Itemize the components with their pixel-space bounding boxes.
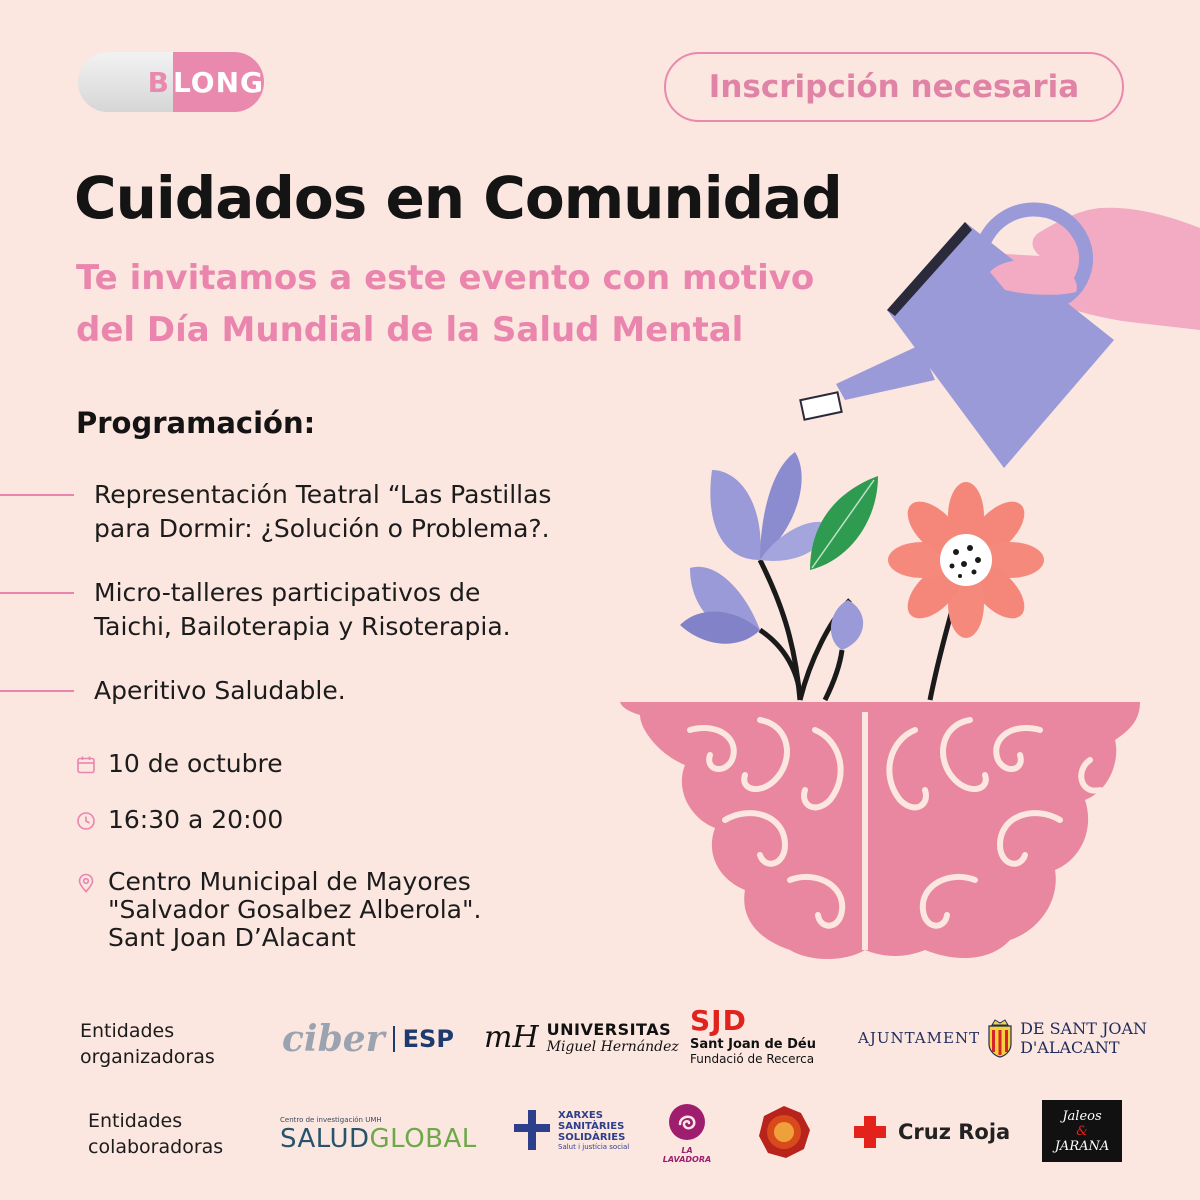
ajuntament-logo — [858, 1018, 1147, 1058]
saludglobal-logo — [280, 1116, 477, 1154]
location-line-1: Centro Municipal de Mayores — [108, 867, 471, 896]
event-date-text: 10 de octubre — [108, 749, 283, 778]
ajuntament-line-1: AJUNTAMENT — [858, 1029, 981, 1047]
watering-can-spout — [836, 345, 935, 400]
jaleos-line-3: JARANA — [1054, 1138, 1110, 1154]
brain-flowers-illustration — [610, 190, 1200, 970]
program-item-line-2: para Dormir: ¿Solución o Problema?. — [94, 514, 550, 543]
jaleos-line-1: Jaleos — [1062, 1108, 1102, 1124]
lavadora-icon — [667, 1102, 707, 1142]
logo-left-text: B — [147, 65, 169, 99]
xarxes-sub: Salut i justícia social — [558, 1142, 630, 1151]
event-time — [76, 806, 283, 834]
calendar-icon — [76, 755, 96, 775]
saludglobal-small: Centro de investigación UMH — [280, 1116, 382, 1124]
program-divider — [0, 494, 74, 496]
xarxes-logo — [512, 1108, 629, 1152]
brain — [620, 702, 1140, 959]
umh-line-2: Miguel Hernández — [546, 1039, 679, 1055]
organizers-label — [80, 1018, 215, 1070]
ajuntament-line-2: DE SANT JOAN — [1020, 1019, 1148, 1038]
program-item — [0, 576, 654, 644]
location-line-3: Sant Joan D’Alacant — [108, 923, 356, 952]
program-item-line-1: Micro-talleres participativos de — [94, 578, 481, 607]
red-cross-icon — [852, 1114, 888, 1150]
cruz-roja-text: Cruz Roja — [898, 1120, 1011, 1144]
collaborators-label-line-1: Entidades — [88, 1110, 183, 1132]
event-location — [76, 868, 481, 952]
program-divider — [0, 690, 74, 692]
jaleos-jarana-logo — [1042, 1100, 1122, 1162]
coat-of-arms-icon — [986, 1018, 1014, 1058]
subtitle-line-1: Te invitamos a este evento con motivo — [76, 258, 815, 298]
umh-logo — [484, 1020, 679, 1055]
program-heading: Programación: — [76, 406, 316, 440]
red-seal-logo — [756, 1104, 812, 1160]
organizers-label-line-2: organizadoras — [80, 1046, 215, 1068]
cruz-roja-logo — [852, 1114, 1010, 1150]
umh-mark: mH — [484, 1020, 539, 1055]
sjd-logo — [690, 1004, 816, 1066]
organizers-label-line-1: Entidades — [80, 1020, 175, 1042]
ciber-logo — [282, 1018, 454, 1060]
saludglobal-big-b: GLOBAL — [369, 1124, 477, 1154]
sjd-line-2: Sant Joan de Déu — [690, 1037, 816, 1052]
event-date — [76, 750, 283, 778]
cross-icon — [512, 1108, 552, 1152]
jaleos-line-2: & — [1076, 1123, 1088, 1139]
xarxes-line-2: SANITÀRIES — [558, 1120, 625, 1132]
xarxes-line-3: SOLIDÀRIES — [558, 1131, 626, 1143]
program-item-line-2: Taichi, Bailoterapia y Risoterapia. — [94, 612, 511, 641]
collaborators-label — [88, 1108, 223, 1160]
program-divider — [0, 592, 74, 594]
program-item-line-1: Aperitivo Saludable. — [94, 676, 346, 705]
coral-flower — [888, 482, 1044, 638]
location-pin-icon — [76, 873, 96, 893]
registration-required-badge: Inscripción necesaria — [664, 52, 1124, 122]
la-lavadora-logo — [660, 1102, 714, 1164]
blue-bud — [680, 567, 760, 644]
collaborators-label-line-2: colaboradoras — [88, 1136, 224, 1158]
sjd-line-1: SJD — [690, 1004, 747, 1037]
event-time-text: 16:30 a 20:00 — [108, 805, 284, 834]
blue-bud — [831, 600, 863, 650]
subtitle-line-2: del Día Mundial de la Salud Mental — [76, 310, 744, 350]
ajuntament-line-3: D'ALACANT — [1020, 1038, 1120, 1057]
umh-line-1: UNIVERSITAS — [546, 1020, 672, 1039]
xarxes-line-1: XARXES — [558, 1109, 603, 1121]
location-line-2: "Salvador Gosalbez Alberola". — [108, 895, 482, 924]
logo-right-text: LONG — [172, 65, 264, 99]
program-item — [0, 674, 654, 708]
sjd-line-3: Fundació de Recerca — [690, 1052, 815, 1066]
event-title: Cuidados en Comunidad — [74, 164, 842, 232]
ciber-name: ciber — [282, 1018, 385, 1060]
clock-icon — [76, 811, 96, 831]
program-item-line-1: Representación Teatral “Las Pastillas — [94, 480, 552, 509]
lavadora-text: LA LAVADORA — [662, 1146, 712, 1164]
program-item — [0, 478, 654, 546]
ciber-suffix: ESP — [402, 1025, 454, 1053]
blue-flower — [710, 452, 830, 561]
blong-logo — [78, 52, 264, 112]
saludglobal-big-a: SALUD — [280, 1124, 370, 1154]
